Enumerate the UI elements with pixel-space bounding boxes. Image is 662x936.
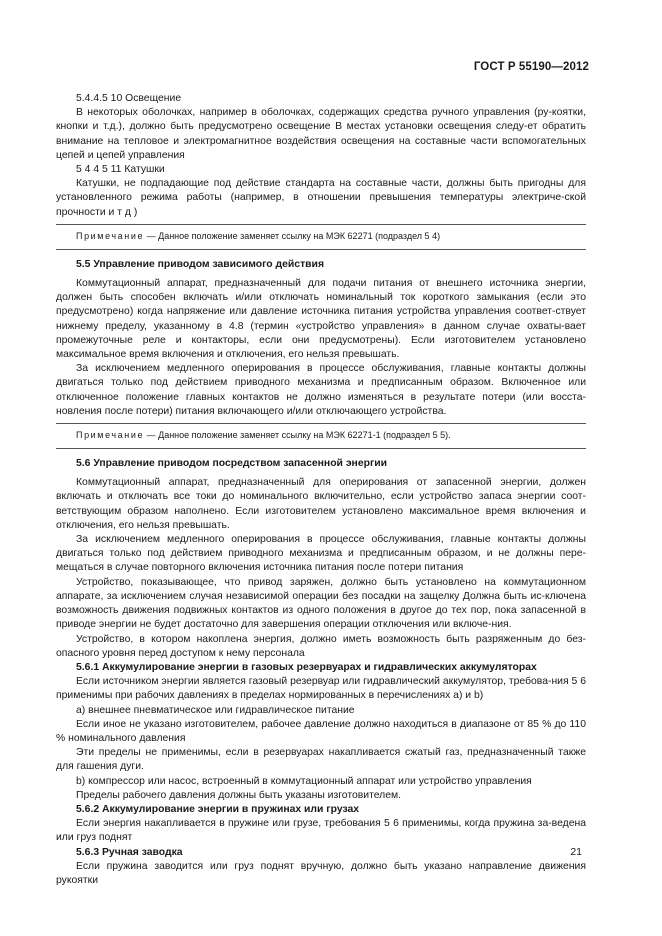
list-item: b) компрессор или насос, встроенный в коммутационный аппарат или устройство управления	[76, 775, 532, 787]
note-box	[56, 423, 586, 449]
paragraph: В некоторых оболочках, например в оболочках, содержащих средства ручного управления (ру-коятки, кнопки и т.д.), должно быть предусмотрено освещение В местах установки освещения следу-ет обратить внимание на тепловое и электромагнитное воздействия освещения на составные части вспомогательных цепей и цепей управления	[56, 107, 586, 161]
note-label: Примечание	[76, 430, 145, 441]
note-text: — Данное положение заменяет ссылку на МЭК 62271 (подраздел 5 4)	[144, 230, 441, 241]
section-title-5-6: 5.6 Управление приводом посредством запасенной энергии	[76, 458, 388, 470]
paragraph: Если энергия накапливается в пружине или грузе, требования 5 6 применимы, когда пружина за-ведена или груз поднят	[56, 818, 586, 844]
paragraph: За исключением медленного оперирования в процессе обслуживания, главные контакты должны двигаться только под действием приводного механизма и предписанным образом, и не должны пере-мещаться в случае повторного включения источника питания после потери питания	[56, 534, 586, 574]
document-body	[56, 92, 586, 888]
paragraph: Если источником энергии является газовый резервуар или гидравлический аккумулятор, требова-ния 5 6 применимы при рабочих давлениях в пределах нормированных в перечислениях а) и b)	[56, 676, 586, 702]
paragraph: Катушки, не подпадающие под действие стандарта на составные части, должны быть пригодны для установленного режима работы (например, в отношении превышения температуры электриче-ской прочности и т д )	[56, 178, 586, 218]
page-number: 21	[570, 846, 582, 858]
paragraph: Коммутационный аппарат, предназначенный для подачи питания от внешнего источника энергии, должен быть способен включать и/или отключать номинальный ток короткого замыкания (если это предусмотрено) когда напряжение или давление источника питания устройства управления соответ-ствует нижнему пределу, указанному в 4.8 (термин «устройство управления» в данном случае охваты-вает промежуточные реле и контакторы, если они предусмотрены). Если изготовителем установлено максимальное время включения и отключения, его нельзя превышать.	[56, 278, 586, 361]
paragraph: За исключением медленного оперирования в процессе обслуживания, главные контакты должны двигаться только под действием приводного механизма и предписанным образом. Включенное или отключенное положение главных контактов не должно изменяться в результате потери (или восста-новления после потери) питания включающего и/или отключающего устройства.	[56, 363, 586, 417]
section-title-5-6-1: 5.6.1 Аккумулирование энергии в газовых резервуарах и гидравлических аккумуляторах	[76, 661, 537, 673]
paragraph: Эти пределы не применимы, если в резервуарах накапливается сжатый газ, предназначенный также для гашения дуги.	[56, 747, 586, 773]
section-title-5-6-2: 5.6.2 Аккумулирование энергии в пружинах или грузах	[76, 803, 360, 815]
paragraph: Если иное не указано изготовителем, рабочее давление должно находиться в диапазоне от 85 % до 110 % номинального давления	[56, 718, 586, 744]
note-box	[56, 224, 586, 250]
note-label: Примечание	[76, 230, 145, 241]
paragraph: Коммутационный аппарат, предназначенный для оперирования от запасенной энергии, должен включать и отключать все токи до номинального включительно, если устройство запаса энергии соот-ветствующим образом наполнено. Если изготовителем установлено максимальное время включения и отключения, его нельзя превышать.	[56, 477, 586, 531]
document-code-header: ГОСТ Р 55190—2012	[473, 61, 589, 73]
section-title-5-6-3: 5.6.3 Ручная заводка	[76, 846, 183, 858]
paragraph: Пределы рабочего давления должны быть указаны изготовителем.	[76, 789, 402, 801]
paragraph: Устройство, показывающее, что привод заряжен, должно быть установлено на коммутационном аппарате, за исключением случая независимой операции без посадки на защелку Должна быть ис-ключена возможность движения подвижных контактов из одного положения в другое до тех пор, пока запасенной в приводе энергии не будет достаточно для завершения операции отключения или включе-ния.	[56, 576, 586, 631]
section-title-5-5: 5.5 Управление приводом зависимого действия	[76, 258, 325, 270]
note-text: — Данное положение заменяет ссылку на МЭК 62271-1 (подраздел 5 5).	[144, 430, 451, 441]
clause-title-coils: 5 4 4 5 11 Катушки	[76, 164, 165, 176]
clause-title-lighting: 5.4.4.5 10 Освещение	[76, 93, 182, 104]
paragraph: Если пружина заводится или груз поднят вручную, должно быть указано направление движения рукоятки	[56, 860, 586, 886]
paragraph: Устройство, в котором накоплена энергия, должно иметь возможность быть разряженным до без-опасного уровня перед доступом к нему персонала	[56, 633, 586, 659]
list-item: а) внешнее пневматическое или гидравлическое питание	[76, 704, 355, 716]
